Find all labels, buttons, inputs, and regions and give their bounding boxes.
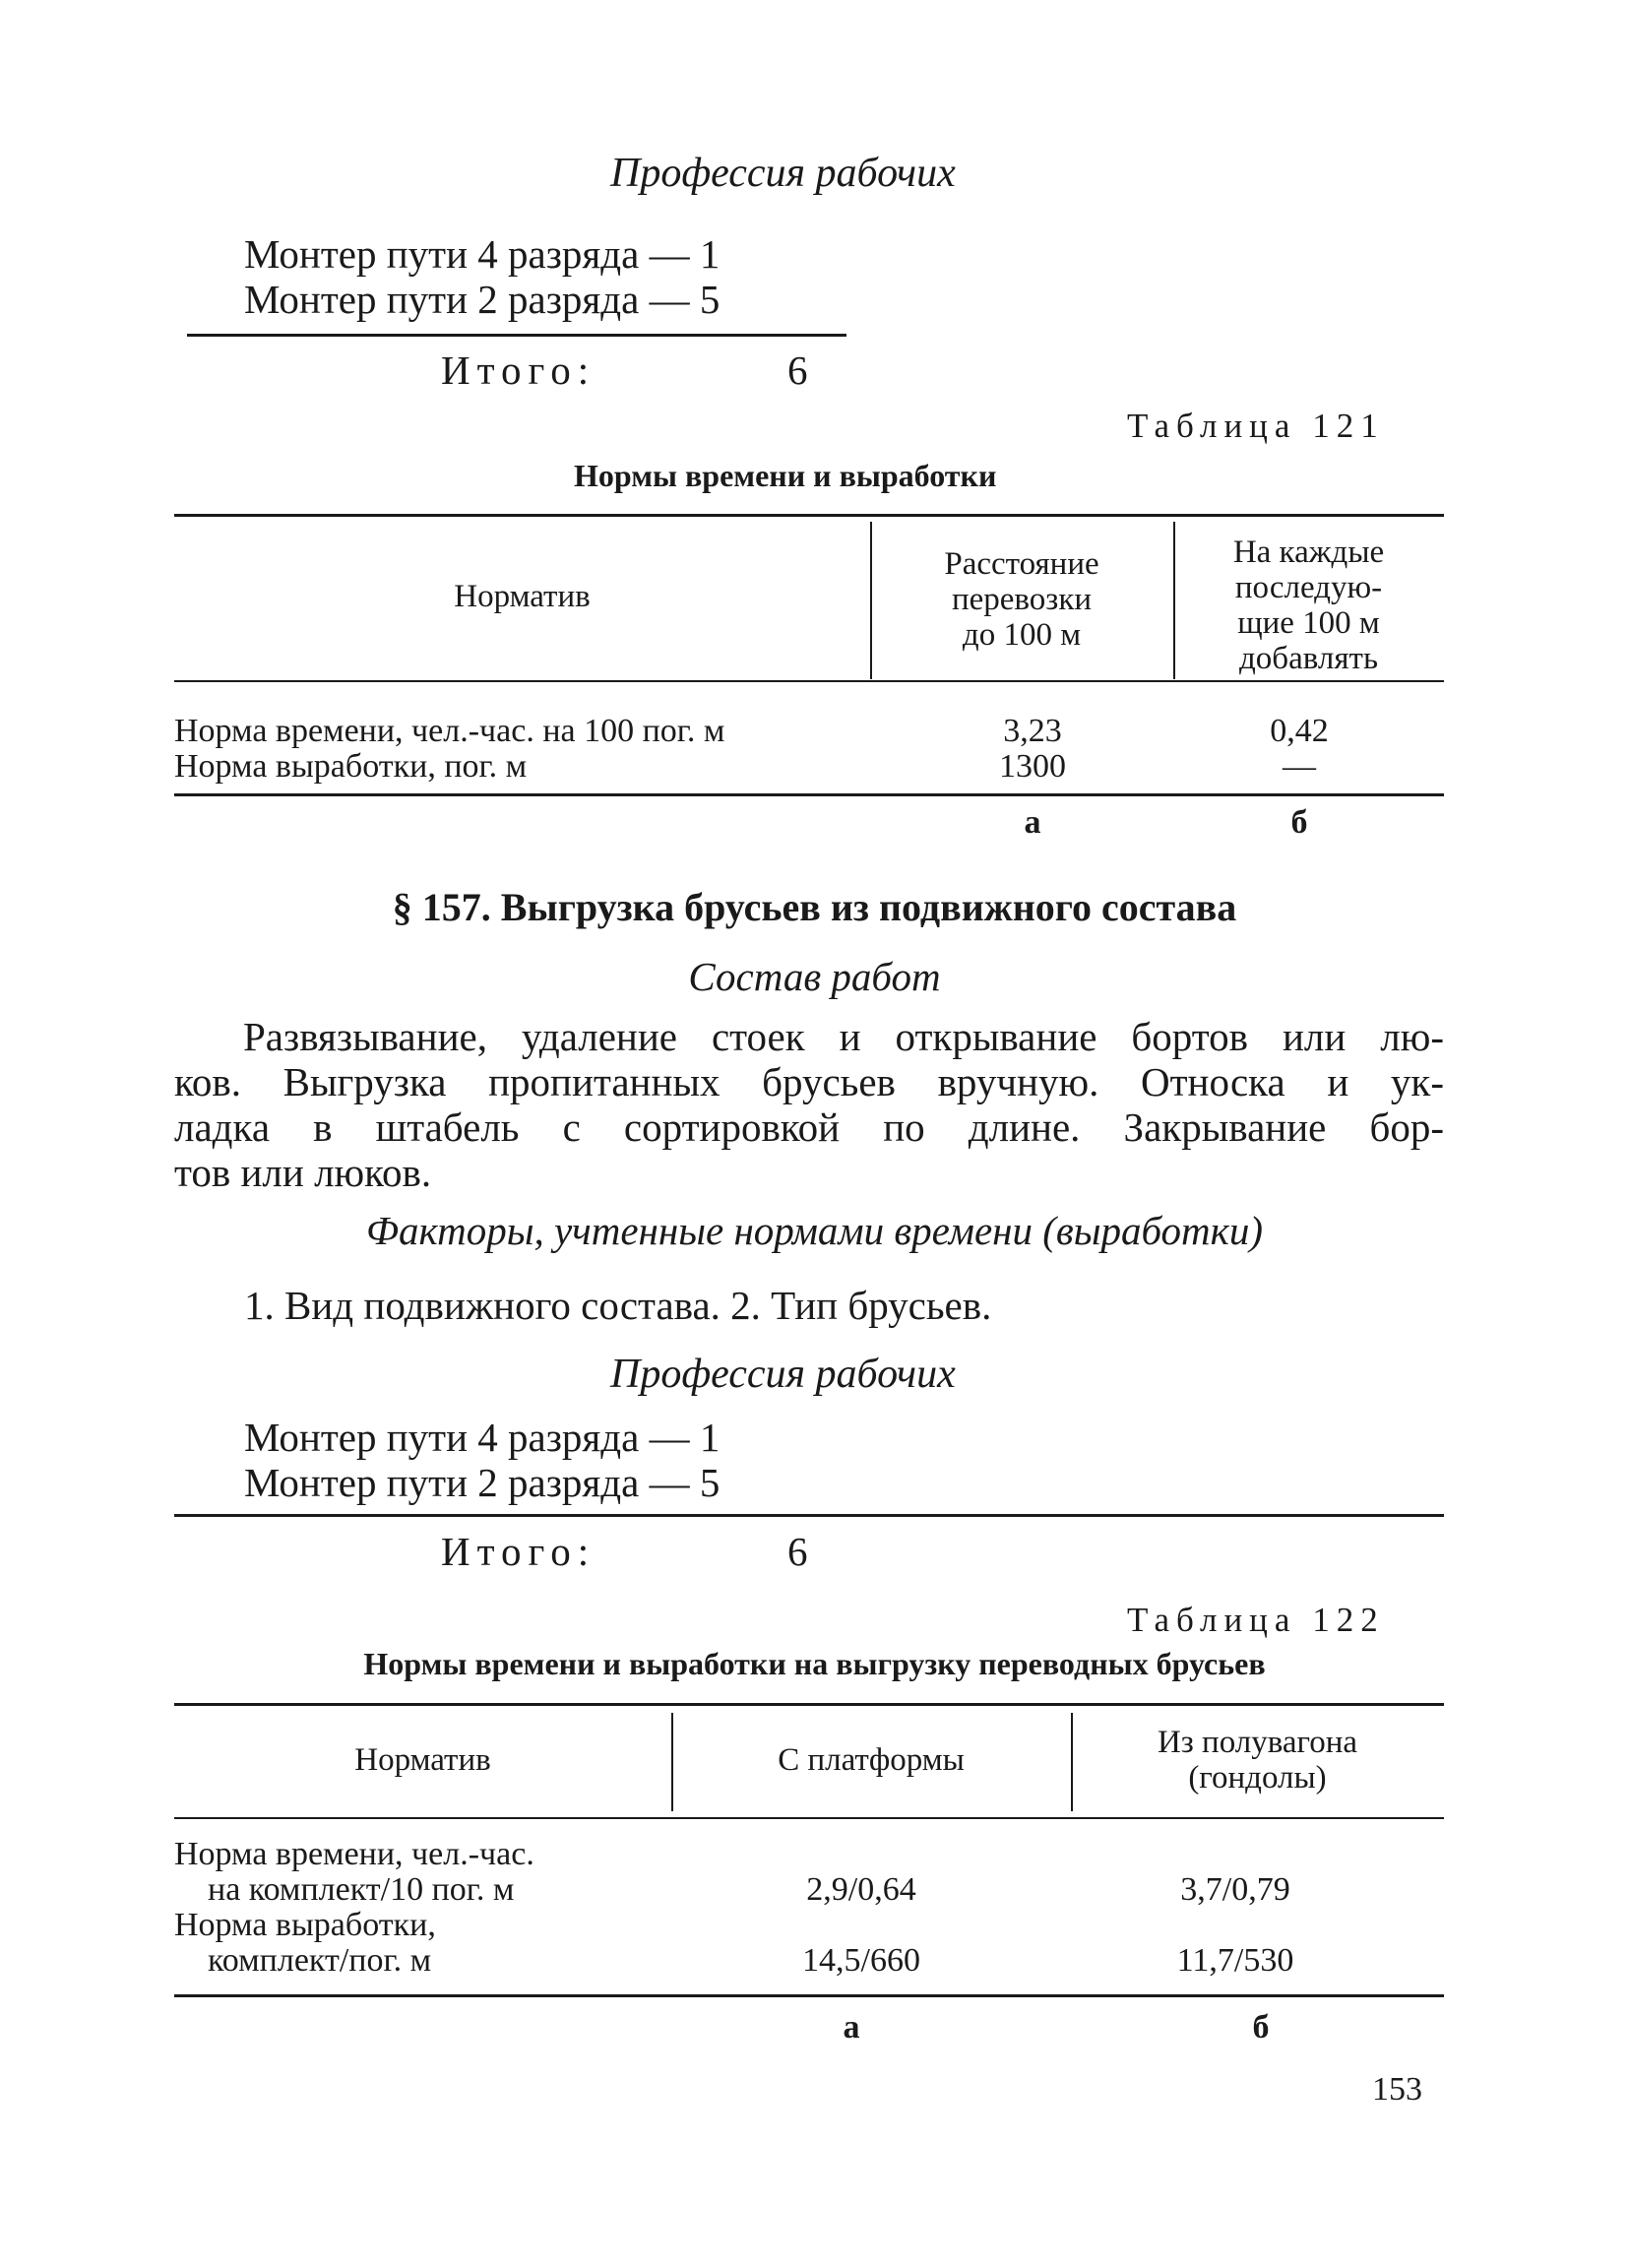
header-line: до 100 м — [962, 617, 1082, 653]
paragraph-line: Развязывание, удаление стоек и открывание бортов или лю- — [243, 1014, 1444, 1059]
factors-list: 1. Вид подвижного состава. 2. Тип брусьев. — [244, 1283, 992, 1328]
factors-heading: Факторы, учтенные нормами времени (выработки) — [366, 1208, 1263, 1253]
table-121-row-1-name: Норма времени, чел.-час. на 100 пог. м — [174, 713, 725, 749]
table-121-header-distance — [870, 546, 1173, 653]
row-name-line: на комплект/10 пог. м — [208, 1871, 515, 1908]
header-line: добавлять — [1239, 641, 1378, 676]
table-122-row-2-a: 14,5/660 — [802, 1942, 920, 1979]
table-121-row-2-b: — — [1283, 748, 1316, 785]
worker-line-4: Монтер пути 2 разряда — 5 — [244, 1460, 721, 1505]
total-rule-2 — [174, 1514, 1444, 1517]
table-121-row-1-a: 3,23 — [1003, 713, 1062, 749]
header-line: На каждые — [1232, 535, 1385, 570]
profession-heading-2: Профессия рабочих — [610, 1352, 956, 1397]
table-122-header-rule — [174, 1817, 1444, 1819]
table-122-row-2-name — [174, 1908, 436, 1979]
row-name-line: Норма времени, чел.-час. — [174, 1836, 534, 1872]
table-122-row-2-b: 11,7/530 — [1176, 1942, 1294, 1979]
table-122-row-1-name — [174, 1837, 534, 1908]
table-122-footer-b: б — [1252, 2009, 1270, 2046]
header-line: последую- — [1234, 570, 1383, 605]
table-122-title: Нормы времени и выработки на выгрузку переводных брусьев — [363, 1646, 1266, 1681]
table-121-row-1-b: 0,42 — [1270, 713, 1329, 749]
page-number: 153 — [1372, 2071, 1422, 2108]
table-122-bottom-rule — [174, 1994, 1444, 1997]
table-121-footer-b: б — [1290, 804, 1308, 841]
section-subtitle: Состав работ — [688, 954, 941, 999]
header-line: (гондолы) — [1188, 1760, 1327, 1796]
total-label-1: Итого: — [441, 347, 596, 393]
table-121-label: Таблица 121 — [1127, 407, 1385, 445]
worker-line-3: Монтер пути 4 разряда — 1 — [244, 1415, 721, 1460]
paragraph-line: ков. Выгрузка пропитанных брусьев вручную. Относка и ук- — [174, 1059, 1444, 1104]
table-121-title: Нормы времени и выработки — [574, 458, 997, 493]
table-122-footer-a: а — [843, 2009, 860, 2046]
total-value-2: 6 — [787, 1529, 808, 1574]
table-122-row-1-a: 2,9/0,64 — [806, 1871, 916, 1908]
table-122-header-gondola — [1071, 1725, 1444, 1796]
profession-heading-1: Профессия рабочих — [610, 151, 956, 196]
header-line: Расстояние — [944, 546, 1099, 582]
table-122-header-normative: Норматив — [354, 1742, 491, 1778]
table-121-footer-a: а — [1024, 804, 1041, 841]
worker-line-1: Монтер пути 4 разряда — 1 — [244, 231, 721, 277]
table-121-row-2-name: Норма выработки, пог. м — [174, 748, 528, 785]
table-121-header-rule — [174, 680, 1444, 682]
worker-line-2: Монтер пути 2 разряда — 5 — [244, 277, 721, 322]
table-121-row-2-a: 1300 — [999, 748, 1066, 785]
table-121-header-normative: Норматив — [454, 579, 591, 614]
row-name-line: Норма выработки, — [174, 1907, 436, 1943]
table-121-header-additional — [1173, 535, 1444, 676]
table-121-bottom-rule — [174, 793, 1444, 796]
header-line: Из полувагона — [1157, 1725, 1358, 1760]
total-value-1: 6 — [787, 347, 808, 393]
header-line: перевозки — [951, 582, 1093, 617]
table-121-top-rule — [174, 514, 1444, 517]
total-rule-1 — [187, 334, 846, 337]
table-122-top-rule — [174, 1703, 1444, 1706]
table-122-header-platform: С платформы — [778, 1742, 965, 1778]
table-122-row-1-b: 3,7/0,79 — [1180, 1871, 1290, 1908]
paragraph-line: тов или люков. — [174, 1150, 432, 1195]
paragraph-line: ладка в штабель с сортировкой по длине. Закрывание бор- — [174, 1104, 1444, 1150]
row-name-line: комплект/пог. м — [208, 1942, 432, 1979]
total-label-2: Итого: — [441, 1529, 596, 1574]
section-title: § 157. Выгрузка брусьев из подвижного состава — [392, 885, 1237, 929]
table-122-label: Таблица 122 — [1127, 1601, 1385, 1639]
header-line: щие 100 м — [1237, 605, 1380, 641]
section-paragraph — [174, 1014, 1444, 1195]
